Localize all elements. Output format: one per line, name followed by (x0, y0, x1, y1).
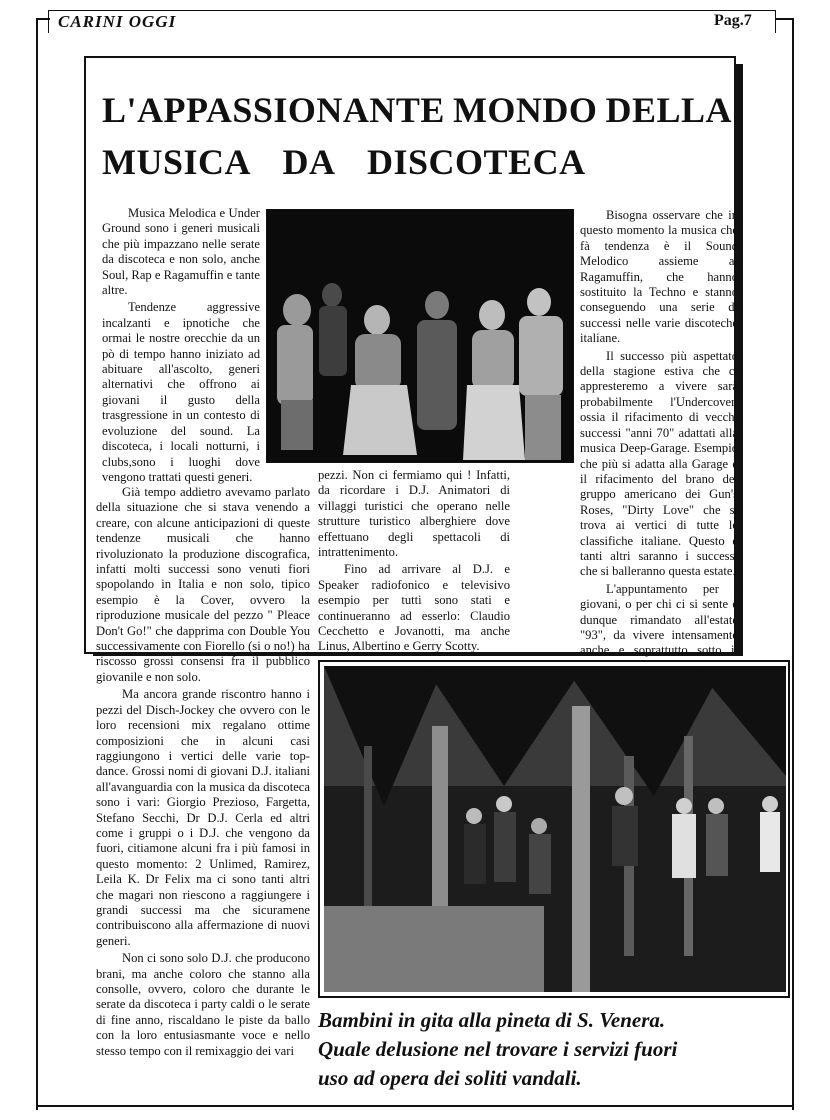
headline-word: MUSICA (102, 142, 252, 182)
caption-line: uso ad opera dei soliti vandali. (318, 1066, 582, 1090)
paragraph: Ma ancora grande riscontro hanno i pezzi del Disch-Jockey che ovvero con le loro recensioni mix regalano ottime composizioni che in alcuni casi raggiungono i vertici delle varie top-dance. Grossi nomi di giovani D.J. italiani all'avanguardia con la musica da discoteca sono i vari: Giorgio Prezioso, Fargetta, Stefano Secchi, Dr D.J. Cerla ed altri come i gruppi o i D.J. che vengono da fuori, citiamone alcuni fra i più famosi in questo momento: 2 Unlimed, Ramirez, Leila K. Dr Felix ma ci sono tanti altri che magari non riescono a raggiungere i grandi successi ma che sicuramene contribuiscono alla affermazione di nuovi generi. (96, 687, 310, 948)
photo-caption (318, 1006, 788, 1093)
page-border-right (792, 18, 794, 1110)
headline (102, 84, 732, 188)
masthead: CARINI OGGI (58, 12, 177, 31)
page-border-left (36, 18, 38, 1110)
article-column-2 (318, 468, 510, 655)
caption-line: Bambini in gita alla pineta di S. Venera. (318, 1008, 666, 1032)
headline-word: DELLA (605, 90, 732, 130)
paragraph: Il successo più aspettato della stagione estiva che ci appresteremo a vivere sarà probabilmente l'Undercover, ossia il rifacimento di vecchi successi "anni 70" adattati alla musica Deep-Garage. Esempio che più si adatta alla Garage è il rifacimento del brano del gruppo americano dei Gun's Roses, "Dirty Love" che si trova ai vertici di tutte le classifiche italiane. Questo e tanti altri saranno i successi che si balleranno questa estate. (580, 348, 738, 579)
paragraph: Musica Melodica e Under Ground sono i generi musicali che più impazzano nelle serate da discoteca e non solo, anche Soul, Rap e Ragamuffin e tante altre. (102, 206, 260, 298)
headline-word: DA (282, 142, 336, 182)
headline-word: L'APPASSIONANTE (102, 90, 445, 130)
pine-forest-children-photo (324, 666, 786, 992)
page-border-corner-right (776, 18, 794, 20)
headline-word: DISCOTECA (367, 142, 586, 182)
paragraph: Bisogna osservare che in questo momento la musica che fà tendenza è il Sound Melodico assieme al Ragamuffin, che hanno sostituito la Techno e stanno conseguendo una serie di successi nelle varie discoteche italiane. (580, 208, 738, 346)
article-column-1-top (102, 206, 260, 485)
article-column-3 (580, 208, 738, 693)
paragraph: pezzi. Non ci fermiamo qui ! Infatti, da ricordare i D.J. Animatori di villaggi turistici che operano nelle strutture turistico alberghiere dove effettuano degli spettacoli di intrattenimento. (318, 468, 510, 560)
caption-line: Quale delusione nel trovare i servizi fuori (318, 1037, 678, 1061)
paragraph: Già tempo addietro avevamo parlato della situazione che si stava venendo a creare, con alcune anticipazioni di queste tendenze musicali che hanno rivoluzionato la produzione discografica, infatti molti successi sono venuti fiori spopolando in Italia e non solo, tipico esempio è la Cover, ovvero la riproduzione musicale del pezzo " Pleace Don't Go!" che dapprima con Double You successivamente con Fiorello (si o no!) ha riscosso grossi consensi fra il pubblico giovanile e non solo. (96, 485, 310, 684)
headline-word: MONDO (452, 90, 598, 130)
paragraph: Fino ad arrivare al D.J. e Speaker radiofonico e televisivo esempio per tutti sono stati e continueranno ad esserlo: Claudio Cecchetto e Jovanotti, ma anche Linus, Albertino e Gerry Scotty. (318, 562, 510, 654)
page-border-bottom (36, 1105, 794, 1107)
page-number: Pag.7 (714, 12, 752, 29)
paragraph: L'appuntamento per i giovani, o per chi ci si sente è dunque rimandato all'estate "93", da vivere intensamente anche e soprattutto sotto il (580, 581, 738, 658)
article-column-1-bottom (96, 485, 310, 1059)
disco-dancers-photo (266, 209, 574, 463)
paragraph: Non ci sono solo D.J. che producono brani, ma anche coloro che stanno alla consolle, ovvero, coloro che durante le serate da discoteca i party caldi o le serate di fine anno, riscaldano le piste da ballo con la loro entusiasmante voce e nello stesso tempo con il remixaggio dei vari (96, 951, 310, 1058)
paragraph: Tendenze aggressive incalzanti e ipnotiche che ormai le nostre orecchie da un pò di tempo hanno iniziato ad abituare all'ascolto, generi alternativi che offrono ai giovani il gusto della trasgressione in un contesto di evoluzione del sound. La discoteca, i locali notturni, i clubs,sono i luoghi dove vengono trattati questi generi. (102, 300, 260, 484)
